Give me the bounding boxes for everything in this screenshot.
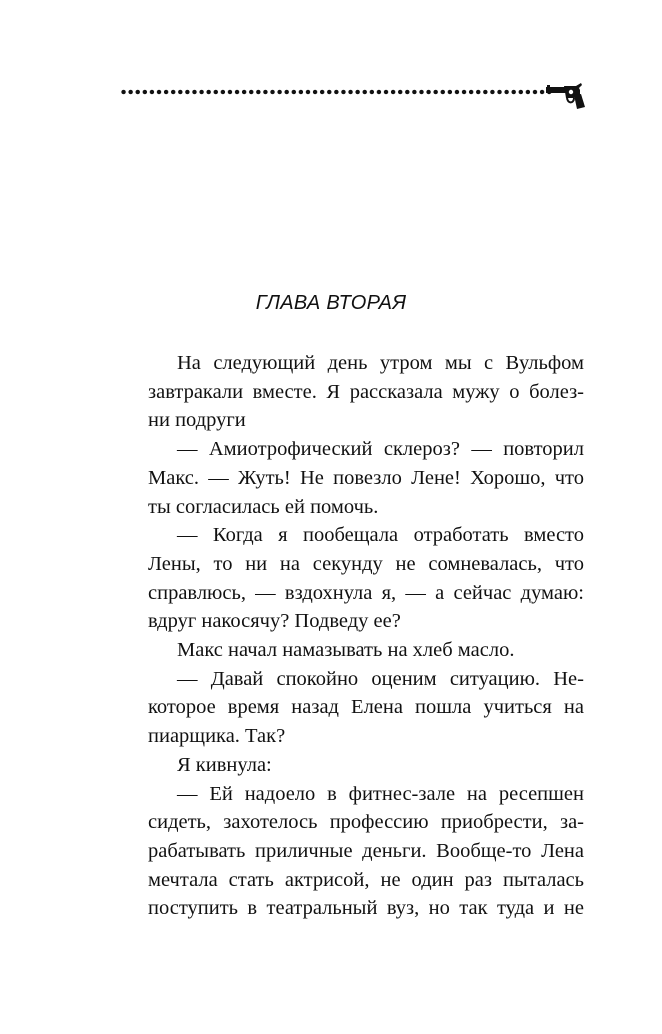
header-dotted-rule (120, 88, 552, 96)
text-line: Макс. — Жуть! Не повезло Лене! Хорошо, что (148, 466, 584, 489)
paragraph (119, 665, 584, 751)
text-line: ни подруги (148, 409, 246, 432)
paragraph (119, 780, 584, 924)
body-text (119, 349, 584, 923)
text-line: — Когда я пообещала отработать вместо (177, 524, 584, 547)
text-line: поступить в театральный вуз, но так туда и не (148, 897, 584, 920)
text-line: ты согласилась ей помочь. (148, 495, 379, 518)
text-line: На следующий день утром мы с Вульфом (177, 352, 584, 374)
paragraph (119, 751, 584, 780)
text-line: Я кивнула: (177, 753, 272, 776)
paragraph (119, 636, 584, 665)
text-line: справлюсь, — вздохнула я, — а сейчас думаю: (148, 581, 584, 604)
chapter-title: ГЛАВА ВТОРАЯ (255, 292, 407, 314)
text-line: — Ей надоело в фитнес-зале на ресепшен (177, 782, 584, 805)
paragraph (119, 435, 584, 521)
text-line: сидеть, захотелось профессию приобрести, за- (148, 811, 584, 834)
paragraph (119, 521, 584, 636)
text-line: рабатывать приличные деньги. Вообще-то Лена (148, 839, 584, 862)
text-line: мечтала стать актрисой, не один раз пыталась (148, 868, 584, 891)
text-line: — Давай спокойно оценим ситуацию. Не- (177, 667, 584, 690)
revolver-icon (544, 82, 586, 110)
text-line: вдруг накосячу? Подведу ее? (148, 610, 401, 633)
text-line: Макс начал намазывать на хлеб масло. (177, 639, 515, 662)
text-line: завтракали вместе. Я рассказала мужу о болез- (148, 380, 584, 403)
text-line: — Амиотрофический склероз? — повторил (177, 438, 584, 461)
text-line: пиарщика. Так? (148, 725, 286, 748)
text-line: Лены, то ни на секунду не сомневалась, что (148, 552, 584, 575)
paragraph (119, 349, 584, 435)
text-line: которое время назад Елена пошла учиться на (148, 696, 584, 719)
